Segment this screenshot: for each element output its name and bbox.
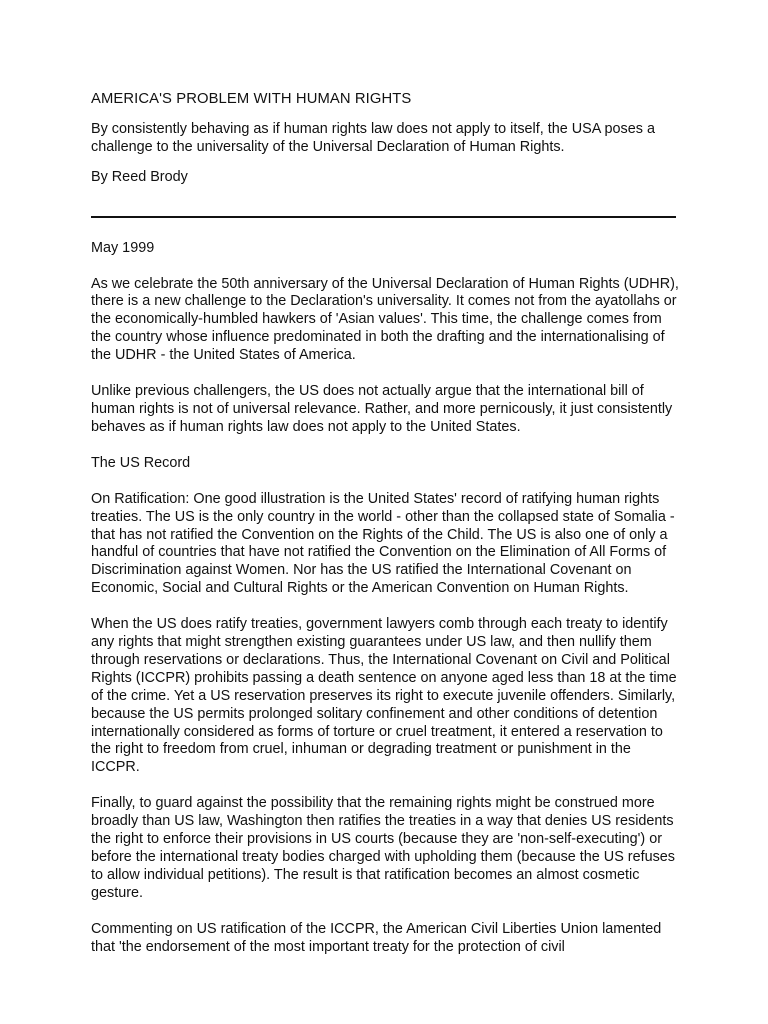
paragraph-aclu: Commenting on US ratification of the ICCPR, the American Civil Liberties Union lamented that 'the endorsement of the most important treaty for the protection of civil <box>91 920 662 955</box>
author-byline: By Reed Brody <box>91 168 188 185</box>
document-subtitle: By consistently behaving as if human rights law does not apply to itself, the USA poses a challenge to the universality of the Universal Declaration of Human Rights. <box>91 120 655 155</box>
paragraph-challengers: Unlike previous challengers, the US does not actually argue that the international bill of human rights is not of universal relevance. Rather, and more pernicously, it just consistently behaves as if human rights law does not apply to the United States. <box>91 383 673 435</box>
paragraph-intro: As we celebrate the 50th anniversary of the Universal Declaration of Human Rights (UDHR), there is a new challenge to the Declaration's universality. It comes not from the ayatollahs or the economically-humbled hawkers of 'Asian values'. This time, the challenge comes from the country whose influence predominated in both the drafting and the internationalising of the UDHR - the United States of America. <box>91 275 679 364</box>
publication-date: May 1999 <box>91 239 155 256</box>
paragraph-ratification: On Ratification: One good illustration is the United States' record of ratifying human rights treaties. The US is the only country in the world - other than the collapsed state of Somalia - that has not ratified the Convention on the Rights of the Child. The US is also one of only a handful of countries that have not ratified the Convention on the Elimination of All Forms of Discrimination against Women. Nor has the US ratified the International Covenant on Economic, Social and Cultural Rights or the American Convention on Human Rights. <box>91 490 675 597</box>
paragraph-enforcement: Finally, to guard against the possibility that the remaining rights might be construed more broadly than US law, Washington then ratifies the treaties in a way that denies US residents the right to enforce their provisions in US courts (because they are 'non-self-executing') or before the international treaty bodies charged with upholding them (because the US refuses to allow individual petitions). The result is that ratification becomes an almost cosmetic gesture. <box>91 795 675 901</box>
section-heading-us-record: The US Record <box>91 454 191 471</box>
horizontal-rule <box>91 216 676 218</box>
document-page <box>91 91 681 957</box>
document-title: AMERICA'S PROBLEM WITH HUMAN RIGHTS <box>91 91 412 107</box>
paragraph-reservations: When the US does ratify treaties, government lawyers comb through each treaty to identify any rights that might strengthen existing guarantees under US law, and then nullify them through reservations or declarations. Thus, the International Covenant on Civil and Political Rights (ICCPR) prohibits passing a death sentence on anyone aged less than 18 at the time of the crime. Yet a US reservation preserves its right to execute juvenile offenders. Similarly, because the US permits prolonged solitary confinement and other conditions of detention internationally considered as forms of torture or cruel treatment, it entered a reservation to the right to freedom from cruel, inhuman or degrading treatment or punishment in the ICCPR. <box>91 616 677 776</box>
